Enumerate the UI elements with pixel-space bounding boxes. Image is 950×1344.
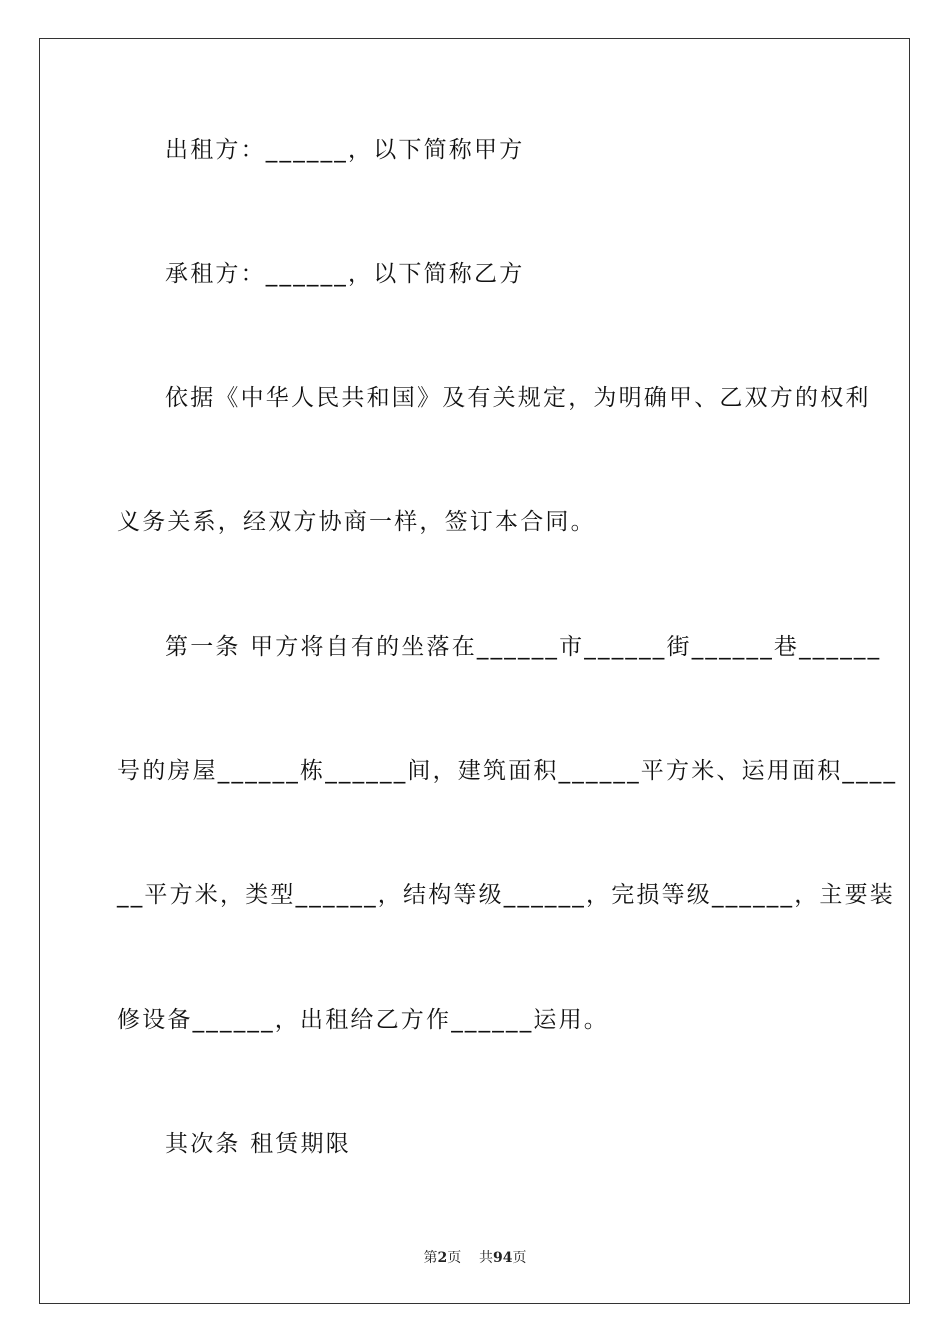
- lessor-line: 出租方：______，以下简称甲方: [165, 137, 525, 163]
- total-suffix: 页: [512, 1250, 527, 1266]
- page-frame: [39, 38, 910, 1304]
- preamble-line-1: 依据《中华人民共和国》及有关规定，为明确甲、乙双方的权利: [165, 385, 871, 411]
- lessee-line: 承租方：______，以下简称乙方: [165, 261, 525, 287]
- article-1-line-1: 第一条 甲方将自有的坐落在______市______街______巷______: [165, 634, 882, 660]
- total-pages: 94: [493, 1250, 513, 1266]
- article-2-heading: 其次条 租赁期限: [165, 1131, 351, 1157]
- total-prefix: 共: [479, 1250, 494, 1266]
- article-1-line-4: 修设备______，出租给乙方作______运用。: [117, 1007, 609, 1033]
- page-number: 2: [437, 1250, 448, 1266]
- article-1-line-2: 号的房屋______栋______间，建筑面积______平方米、运用面积____: [117, 758, 898, 784]
- article-1-line-3: __平方米，类型______，结构等级______，完损等级______，主要装: [117, 882, 895, 908]
- preamble-line-2: 义务关系，经双方协商一样，签订本合同。: [117, 509, 596, 535]
- page-footer: [0, 1247, 950, 1267]
- page-suffix: 页: [447, 1250, 462, 1266]
- page-prefix: 第: [423, 1250, 438, 1266]
